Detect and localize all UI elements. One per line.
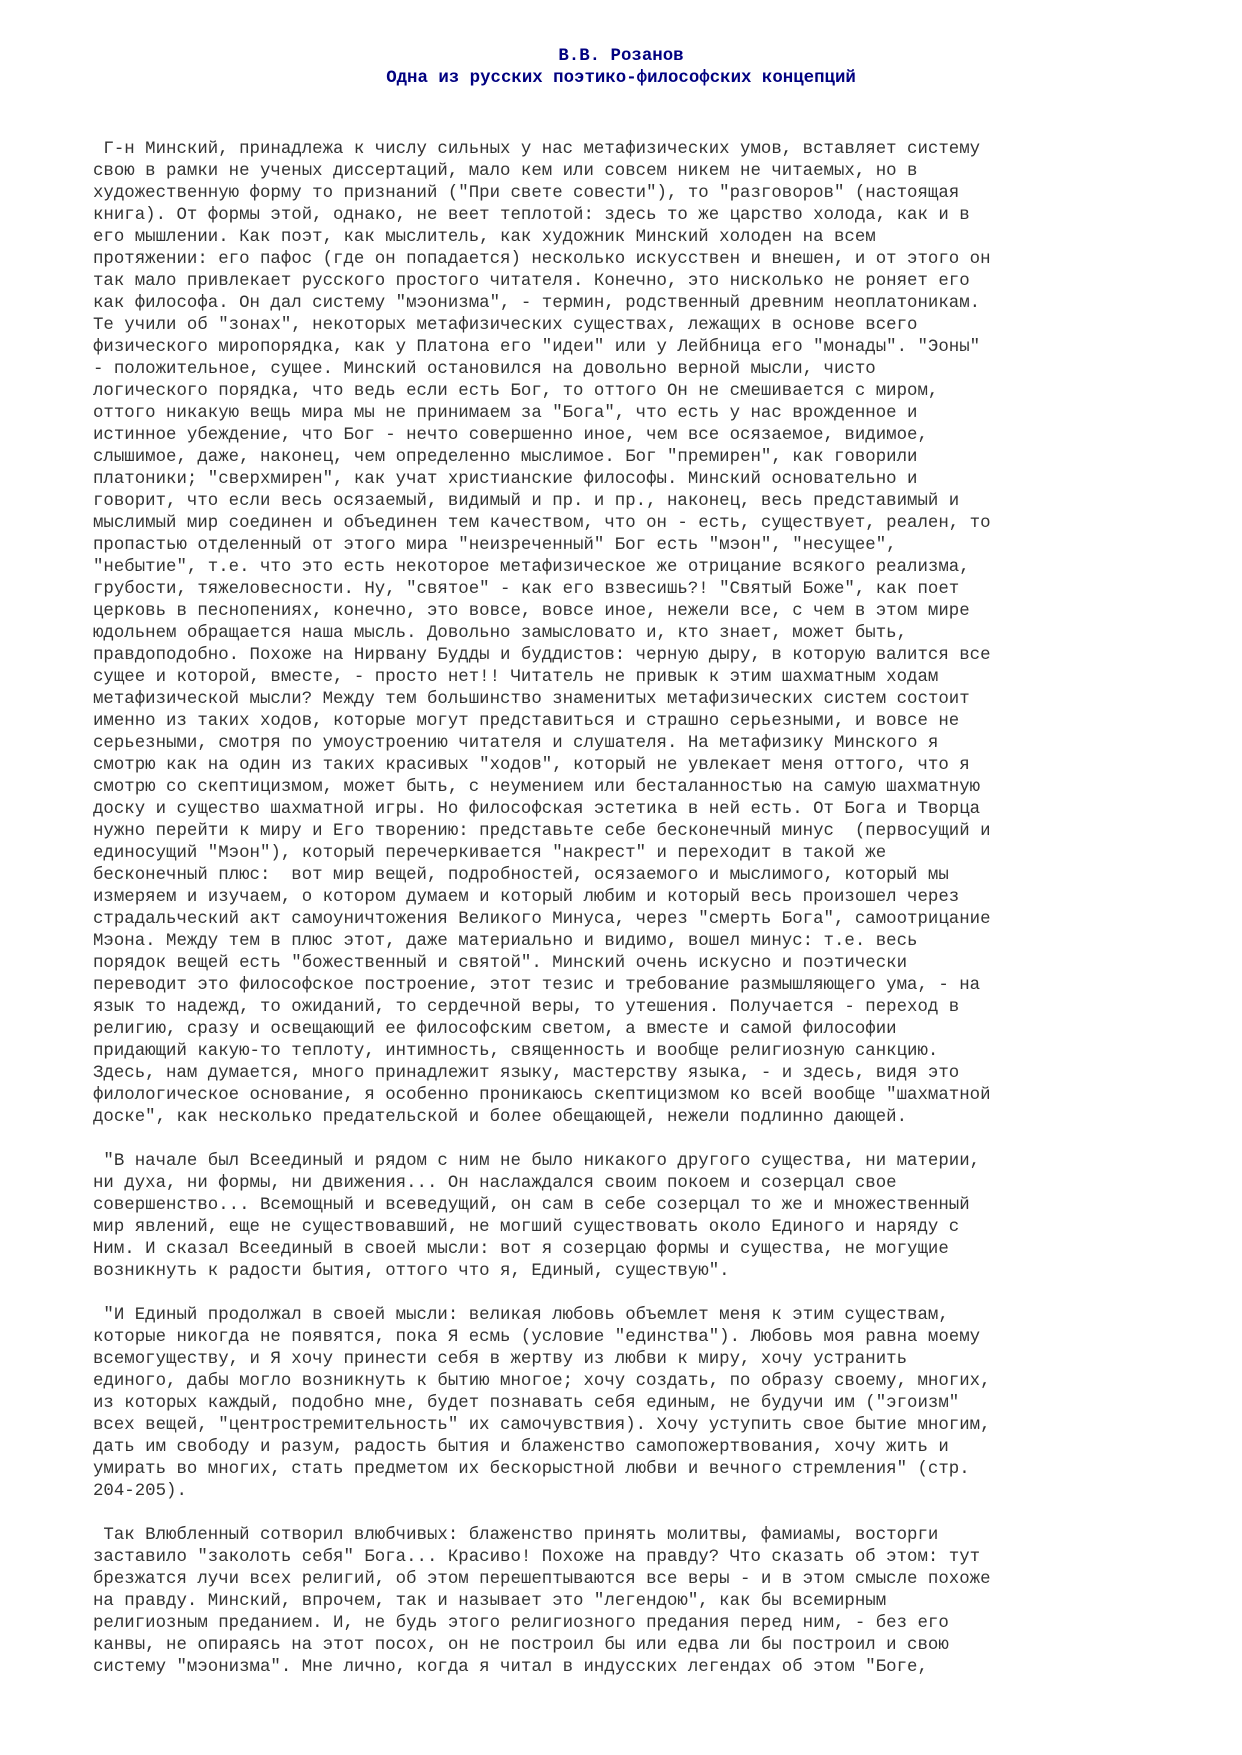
text-line: смотрю со скептицизмом, может быть, с неумением или бесталанностью на самую шахматную xyxy=(93,778,981,797)
text-line: Так Влюбленный сотворил влюбчивых: блаженство принять молитвы, фамиамы, восторги xyxy=(93,1526,939,1545)
text-line: пропастью отделенный от этого мира "неизреченный" Бог есть "мэон", "несущее", xyxy=(93,536,897,555)
text-line: систему "мэонизма". Мне лично, когда я читал в индусских легендах об этом "Боге, xyxy=(93,1658,928,1677)
text-line: измеряем и изучаем, о котором думаем и который любим и который весь произошел через xyxy=(93,888,960,907)
text-line: Те учили об "зонах", некоторых метафизических существах, лежащих в основе всего xyxy=(93,316,918,335)
paragraph-2 xyxy=(93,1151,1183,1283)
text-line: истинное убеждение, что Бог - нечто совершенно иное, чем все осязаемое, видимое, xyxy=(93,426,928,445)
text-line: платоники; "сверхмирен", как учат христианские философы. Минский основательно и xyxy=(93,470,918,489)
text-line: доске", как несколько предательской и более обещающей, нежели подлинно дающей. xyxy=(93,1108,908,1127)
text-line: возникнуть к радости бытия, оттого что я, Единый, существую". xyxy=(93,1262,730,1281)
text-line: "В начале был Всеединый и рядом с ним не было никакого другого существа, ни материи, xyxy=(93,1152,981,1171)
text-line: дать им свободу и разум, радость бытия и блаженство самопожертвования, хочу жить и xyxy=(93,1438,949,1457)
text-line: язык то надежд, то ожиданий, то сердечной веры, то утешения. Получается - переход в xyxy=(93,998,960,1017)
text-line: смотрю как на один из таких красивых "ходов", который не увлекает меня оттого, что я xyxy=(93,756,970,775)
text-line: книга). От формы этой, однако, не веет теплотой: здесь то же царство холода, как и в xyxy=(93,206,970,225)
paragraph-3 xyxy=(93,1305,1183,1503)
text-line: именно из таких ходов, которые могут представиться и страшно серьезными, и вовсе не xyxy=(93,712,960,731)
text-line: брезжатся лучи всех религий, об этом перешептываются все веры - и в этом смысле похоже xyxy=(93,1570,991,1589)
paragraph-1 xyxy=(93,139,1183,1129)
text-line: нужно перейти к миру и Его творению: представьте себе бесконечный минус (первосущий и xyxy=(93,822,991,841)
text-line: Мэона. Между тем в плюс этот, даже материально и видимо, вошел минус: т.е. весь xyxy=(93,932,918,951)
text-line: художественную форму то признаний ("При свете совести"), то "разговоров" (настоящая xyxy=(93,184,960,203)
text-line: Здесь, нам думается, много принадлежит языку, мастерству языка, - и здесь, видя это xyxy=(93,1064,960,1083)
text-line: логического порядка, что ведь если есть Бог, то оттого Он не смешивается с миром, xyxy=(93,382,939,401)
text-line: бесконечный плюс: вот мир вещей, подробностей, осязаемого и мыслимого, который мы xyxy=(93,866,949,885)
text-line: свою в рамки не ученых диссертаций, мало кем или совсем никем не читаемых, но в xyxy=(93,162,918,181)
text-line: мыслимый мир соединен и объединен тем качеством, что он - есть, существует, реален, то xyxy=(93,514,991,533)
text-line: оттого никакую вещь мира мы не принимаем за "Бога", что есть у нас врожденное и xyxy=(93,404,918,423)
text-line: - положительное, сущее. Минский остановился на довольно верной мысли, чисто xyxy=(93,360,876,379)
document-body xyxy=(93,139,1183,1701)
text-line: страдальческий акт самоуничтожения Великого Минуса, через "смерть Бога", самоотрицание xyxy=(93,910,991,929)
text-line: говорит, что если весь осязаемый, видимый и пр. и пр., наконец, весь представимый и xyxy=(93,492,960,511)
text-line: канвы, не опираясь на этот посох, он не построил бы или едва ли бы построил и свою xyxy=(93,1636,949,1655)
text-line: физического миропорядка, как у Платона его "идеи" или у Лейбница его "монады". "Эоны" xyxy=(93,338,981,357)
text-line: 204-205). xyxy=(93,1482,187,1501)
text-line: религиозным преданием. И, не будь этого религиозного предания перед ним, - без его xyxy=(93,1614,949,1633)
text-line: мир явлений, еще не существовавший, не могший существовать около Единого и наряду с xyxy=(93,1218,960,1237)
text-line: как философа. Он дал систему "мэонизма", - термин, родственный древним неоплатоникам. xyxy=(93,294,981,313)
text-line: филологическое основание, я особенно проникаюсь скептицизмом ко всей вообще "шахматной xyxy=(93,1086,991,1105)
text-line: его мышлении. Как поэт, как мыслитель, как художник Минский холоден на всем xyxy=(93,228,876,247)
text-line: умирать во многих, стать предметом их бескорыстной любви и вечного стремления" (стр. xyxy=(93,1460,970,1479)
text-line: придающий какую-то теплоту, интимность, священность и вообще религиозную санкцию. xyxy=(93,1042,939,1061)
text-line: из которых каждый, подобно мне, будет познавать себя единым, не будучи им ("эгоизм" xyxy=(93,1394,960,1413)
text-line: переводит это философское построение, этот тезис и требование размышляющего ума, - на xyxy=(93,976,981,995)
text-line: заставило "заколоть себя" Бога... Красиво! Похоже на правду? Что сказать об этом: тут xyxy=(93,1548,981,1567)
text-line: Г-н Минский, принадлежа к числу сильных у нас метафизических умов, вставляет систему xyxy=(93,140,981,159)
text-line: слышимое, даже, наконец, чем определенно мыслимое. Бог "премирен", как говорили xyxy=(93,448,918,467)
document-title: Одна из русских поэтико-философских концепций xyxy=(386,69,856,88)
text-line: метафизической мысли? Между тем большинство знаменитых метафизических систем состоит xyxy=(93,690,970,709)
text-line: которые никогда не появятся, пока Я есмь (условие "единства"). Любовь моя равна моему xyxy=(93,1328,981,1347)
document-header xyxy=(0,46,1242,90)
text-line: церковь в песнопениях, конечно, это вовсе, вовсе иное, нежели все, с чем в этом мире xyxy=(93,602,970,621)
text-line: сущее и которой, вместе, - просто нет!! Читатель не привык к этим шахматным ходам xyxy=(93,668,939,687)
text-line: порядок вещей есть "божественный и святой". Минский очень искусно и поэтически xyxy=(93,954,908,973)
text-line: доску и существо шахматной игры. Но философская эстетика в ней есть. От Бога и Творца xyxy=(93,800,981,819)
text-line: единосущий "Мэон"), который перечеркивается "накрест" и переходит в такой же xyxy=(93,844,887,863)
text-line: юдольнем обращается наша мысль. Довольно замысловато и, кто знает, может быть, xyxy=(93,624,908,643)
text-line: "И Единый продолжал в своей мысли: великая любовь объемлет меня к этим существам, xyxy=(93,1306,949,1325)
text-line: Ним. И сказал Всеединый в своей мысли: вот я созерцаю формы и существа, не могущие xyxy=(93,1240,949,1259)
text-line: "небытие", т.е. что это есть некоторое метафизическое же отрицание всякого реализма, xyxy=(93,558,970,577)
text-line: ни духа, ни формы, ни движения... Он наслаждался своим покоем и созерцал свое xyxy=(93,1174,897,1193)
text-line: всех вещей, "центростремительность" их самочувствия). Хочу уступить свое бытие многим, xyxy=(93,1416,991,1435)
text-line: совершенство... Всемощный и всеведущий, он сам в себе созерцал то же и множественный xyxy=(93,1196,970,1215)
author-name: В.В. Розанов xyxy=(558,47,684,66)
text-line: протяжении: его пафос (где он попадается) несколько искусствен и внешен, и от этого он xyxy=(93,250,991,269)
text-line: грубости, тяжеловесности. Ну, "святое" - как его взвесишь?! "Святый Боже", как поет xyxy=(93,580,960,599)
text-line: серьезными, смотря по умоустроению читателя и слушателя. На метафизику Минского я xyxy=(93,734,939,753)
text-line: единого, дабы могло возникнуть к бытию многое; хочу создать, по образу своему, многих, xyxy=(93,1372,991,1391)
text-line: на правду. Минский, впрочем, так и называет это "легендою", как бы всемирным xyxy=(93,1592,887,1611)
text-line: так мало привлекает русского простого читателя. Конечно, это нисколько не роняет его xyxy=(93,272,970,291)
text-line: правдоподобно. Похоже на Нирвану Будды и буддистов: черную дыру, в которую валится все xyxy=(93,646,991,665)
text-line: религию, сразу и освещающий ее философским светом, а вместе и самой философии xyxy=(93,1020,897,1039)
paragraph-4 xyxy=(93,1525,1183,1679)
text-line: всемогуществу, и Я хочу принести себя в жертву из любви к миру, хочу устранить xyxy=(93,1350,908,1369)
